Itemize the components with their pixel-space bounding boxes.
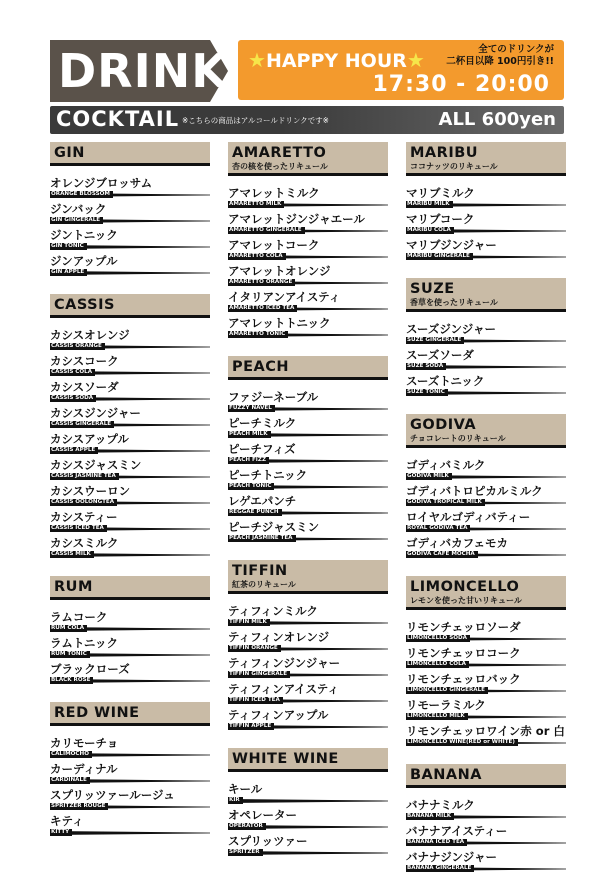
drink-name-en: KIR bbox=[228, 797, 243, 804]
category-name: LIMONCELLO bbox=[410, 579, 520, 595]
drink-item bbox=[50, 176, 210, 202]
category-header bbox=[406, 142, 566, 176]
drink-item bbox=[228, 708, 388, 734]
drink-name-jp: ティフィンジンジャー bbox=[228, 656, 341, 670]
drink-item bbox=[406, 824, 566, 850]
drink-name-jp: キティ bbox=[50, 814, 84, 828]
drink-name-jp: ロイヤルゴディバティー bbox=[406, 510, 531, 524]
drink-name-en: BANANA MILK bbox=[406, 813, 454, 820]
drink-name-en: PEACH TONIC bbox=[228, 483, 274, 490]
drink-name-jp: ティフィンアイスティ bbox=[228, 682, 339, 696]
drink-list bbox=[228, 390, 388, 546]
drink-name-en: ORANGE BLOSSOM bbox=[50, 191, 113, 198]
drink-name-jp: カリモーチョ bbox=[50, 736, 119, 750]
drink-name-en: AMARETTO ICED TEA bbox=[228, 305, 297, 312]
category-header bbox=[406, 414, 566, 448]
menu-section bbox=[406, 764, 566, 876]
drink-item bbox=[406, 348, 566, 374]
drink-name-jp: イタリアンアイスティ bbox=[228, 290, 341, 304]
category-name: WHITE WINE bbox=[232, 751, 339, 767]
drink-name-jp: アマレットコーク bbox=[228, 238, 320, 252]
drink-name-jp: スーズジンジャー bbox=[406, 322, 497, 336]
drink-name-jp: アマレットトニック bbox=[228, 316, 331, 330]
drink-name-jp: マリブコーク bbox=[406, 212, 475, 226]
drink-name-en: LIMONCELLO MILK bbox=[406, 713, 468, 720]
drink-name-en: AMARETTO TONIC bbox=[228, 331, 288, 338]
drink-item bbox=[50, 354, 210, 380]
drink-name-en: TIFFIN ICED TEA bbox=[228, 697, 283, 704]
drink-item bbox=[50, 788, 210, 814]
menu-section bbox=[50, 576, 210, 688]
drink-name-en: LIMONCELLO COLA bbox=[406, 661, 469, 668]
drink-name-en: GIN GINGERALE bbox=[50, 217, 103, 224]
drink-name-jp: キール bbox=[228, 782, 263, 796]
drink-name-en: CALIMOCHO bbox=[50, 751, 92, 758]
drink-item bbox=[406, 646, 566, 672]
drink-item bbox=[228, 520, 388, 546]
drink-name-en: BANANA ICED TEA bbox=[406, 839, 467, 846]
drink-name-jp: バナナジンジャー bbox=[406, 850, 497, 864]
drink-name-jp: スーズソーダ bbox=[406, 348, 474, 362]
menu-section bbox=[406, 576, 566, 750]
drink-name-jp: カシスオレンジ bbox=[50, 328, 130, 342]
drink-item bbox=[228, 238, 388, 264]
drink-name-jp: ジンバック bbox=[50, 202, 107, 216]
drink-name-en: SUZE TONIC bbox=[406, 389, 448, 396]
drink-name-jp: オレンジブロッサム bbox=[50, 176, 153, 190]
star-icon: ★ bbox=[406, 48, 425, 72]
drink-item bbox=[228, 290, 388, 316]
drink-item bbox=[406, 212, 566, 238]
drink-name-jp: カシスコーク bbox=[50, 354, 119, 368]
drink-name-en: GODIVA CAFE MOCHA bbox=[406, 551, 478, 558]
drink-list bbox=[406, 798, 566, 876]
drink-item bbox=[406, 510, 566, 536]
drink-item bbox=[50, 814, 210, 840]
drink-item bbox=[406, 458, 566, 484]
drink-name-jp: アマレットジンジャエール bbox=[228, 212, 365, 226]
drink-name-jp: ジンアップル bbox=[50, 254, 118, 268]
category-header bbox=[50, 142, 210, 166]
category-name: RUM bbox=[54, 579, 93, 595]
category-name: AMARETTO bbox=[232, 145, 327, 161]
category-subtitle: 紅茶のリキュール bbox=[232, 580, 296, 589]
drink-name-jp: ティフィンアップル bbox=[228, 708, 329, 722]
drink-item bbox=[228, 494, 388, 520]
drink-list bbox=[228, 186, 388, 342]
drink-name-jp: スプリッツァー bbox=[228, 834, 308, 848]
category-header bbox=[228, 356, 388, 380]
drink-item bbox=[406, 620, 566, 646]
drink-item bbox=[228, 604, 388, 630]
menu-column-2 bbox=[228, 142, 388, 874]
drink-name-jp: ブラックローズ bbox=[50, 662, 130, 676]
drink-name-en: TIFFIN MILK bbox=[228, 619, 270, 626]
drink-name-en: AMARETTO COLA bbox=[228, 253, 286, 260]
drink-name-en: GODIVA MILK bbox=[406, 473, 452, 480]
drink-item bbox=[228, 782, 388, 808]
drink-name-en: REGGAE PUNCH bbox=[228, 509, 282, 516]
drink-item bbox=[406, 672, 566, 698]
category-subtitle: チョコレートのリキュール bbox=[410, 434, 506, 443]
drink-name-en: KITTY bbox=[50, 829, 72, 836]
category-name: SUZE bbox=[410, 281, 455, 297]
drink-item bbox=[50, 254, 210, 280]
drink-name-jp: カシスジャスミン bbox=[50, 458, 142, 472]
category-header bbox=[228, 142, 388, 176]
drink-name-jp: リモーラミルク bbox=[406, 698, 486, 712]
drink-name-jp: リモンチェッロワイン赤 or 白 bbox=[406, 724, 565, 738]
drink-name-jp: ジントニック bbox=[50, 228, 118, 242]
drink-item bbox=[50, 610, 210, 636]
drink-item bbox=[50, 202, 210, 228]
drink-name-jp: ゴディバミルク bbox=[406, 458, 486, 472]
drink-name-jp: スプリッツァールージュ bbox=[50, 788, 175, 802]
drink-list bbox=[406, 458, 566, 562]
drink-name-en: TIFFIN ORANGE bbox=[228, 645, 281, 652]
drink-item bbox=[228, 630, 388, 656]
menu-section bbox=[228, 142, 388, 342]
drink-item bbox=[50, 484, 210, 510]
page-title: DRINK bbox=[58, 44, 228, 98]
drink-name-jp: オペレーター bbox=[228, 808, 297, 822]
drink-name-jp: ピーチジャスミン bbox=[228, 520, 320, 534]
drink-name-en: CASSIS APPLE bbox=[50, 447, 98, 454]
drink-name-jp: カシスアップル bbox=[50, 432, 129, 446]
drink-name-en: LIMONCELLO SODA bbox=[406, 635, 470, 642]
happy-hour-box bbox=[238, 40, 564, 100]
drink-item bbox=[228, 316, 388, 342]
drink-name-en: CASSIS ICED TEA bbox=[50, 525, 107, 532]
drink-name-en: GODIVA TROPICAL MILK bbox=[406, 499, 485, 506]
drink-name-jp: バナナミルク bbox=[406, 798, 475, 812]
drink-name-en: LIMONCELLO WINE(RED or WHITE) bbox=[406, 739, 518, 746]
drink-name-jp: アマレットオレンジ bbox=[228, 264, 331, 278]
drink-item bbox=[50, 432, 210, 458]
drink-item bbox=[228, 390, 388, 416]
category-subtitle: ココナッツのリキュール bbox=[410, 162, 498, 171]
drink-name-jp: リモンチェッロソーダ bbox=[406, 620, 521, 634]
drink-name-jp: ゴディバカフェモカ bbox=[406, 536, 509, 550]
drink-item bbox=[228, 186, 388, 212]
drink-name-en: ROYAL GODIVA TEA bbox=[406, 525, 470, 532]
drink-item bbox=[50, 536, 210, 562]
happy-hour-note-line1: 全てのドリンクが bbox=[478, 44, 554, 55]
category-header bbox=[50, 294, 210, 318]
drink-item bbox=[50, 406, 210, 432]
drink-list bbox=[50, 610, 210, 688]
drink-item bbox=[406, 322, 566, 348]
category-header bbox=[228, 560, 388, 594]
happy-hour-label: HAPPY HOUR bbox=[265, 50, 407, 72]
drink-name-jp: カシスミルク bbox=[50, 536, 119, 550]
drink-item bbox=[50, 228, 210, 254]
category-subtitle: レモンを使った甘いリキュール bbox=[410, 596, 522, 605]
drink-item bbox=[406, 698, 566, 724]
drink-name-en: PEACH MILK bbox=[228, 431, 271, 438]
drink-name-jp: バナナアイスティー bbox=[406, 824, 508, 838]
drink-item bbox=[50, 662, 210, 688]
drink-item bbox=[228, 212, 388, 238]
drink-name-en: SPRITZER ROUGE bbox=[50, 803, 108, 810]
drink-item bbox=[50, 762, 210, 788]
drink-list bbox=[50, 736, 210, 840]
drink-item bbox=[406, 484, 566, 510]
menu-section bbox=[406, 278, 566, 400]
drink-list bbox=[50, 176, 210, 280]
category-name: GIN bbox=[54, 145, 85, 161]
drink-name-jp: マリブジンジャー bbox=[406, 238, 497, 252]
drink-name-jp: ティフィンオレンジ bbox=[228, 630, 330, 644]
menu-section bbox=[50, 702, 210, 840]
drink-item bbox=[228, 656, 388, 682]
drink-name-en: LIMONCELLO GINGERALE bbox=[406, 687, 488, 694]
drink-name-en: GIN TONIC bbox=[50, 243, 87, 250]
drink-name-jp: ピーチトニック bbox=[228, 468, 308, 482]
drink-name-en: SUZE GINGERALE bbox=[406, 337, 464, 344]
drink-name-en: BANANA GINGERALE bbox=[406, 865, 474, 872]
category-header bbox=[406, 576, 566, 610]
drink-name-en: CASSIS MILK bbox=[50, 551, 94, 558]
menu-column-3 bbox=[406, 142, 566, 890]
drink-name-jp: リモンチェッロバック bbox=[406, 672, 521, 686]
drink-item bbox=[406, 238, 566, 264]
drink-name-en: CASSIS OOLONGTEA bbox=[50, 499, 117, 506]
drink-name-jp: カシスティー bbox=[50, 510, 118, 524]
drink-underline bbox=[50, 831, 210, 835]
drink-list bbox=[406, 322, 566, 400]
drink-name-en: BLACK ROSE bbox=[50, 677, 93, 684]
drink-list bbox=[228, 782, 388, 860]
happy-hour-badge bbox=[248, 48, 425, 72]
drink-name-en: SPRITZER bbox=[228, 849, 263, 856]
drink-name-en: CARDINALE bbox=[50, 777, 90, 784]
menu-section bbox=[406, 142, 566, 264]
category-header bbox=[228, 748, 388, 772]
cocktail-bar bbox=[50, 106, 564, 134]
drink-name-en: AMARETTO MILK bbox=[228, 201, 284, 208]
drink-name-en: TIFFIN GINGERALE bbox=[228, 671, 290, 678]
drink-item bbox=[228, 416, 388, 442]
drink-name-jp: アマレットミルク bbox=[228, 186, 320, 200]
drink-item bbox=[50, 636, 210, 662]
drink-name-en: CASSIS ORANGE bbox=[50, 343, 105, 350]
menu-section bbox=[228, 356, 388, 546]
category-name: CASSIS bbox=[54, 297, 115, 313]
menu-section bbox=[50, 142, 210, 280]
menu-section bbox=[50, 294, 210, 562]
drink-item bbox=[228, 808, 388, 834]
drink-name-en: PEACH FIZZ bbox=[228, 457, 269, 464]
cocktail-note: ※こちらの商品はアルコールドリンクです※ bbox=[182, 116, 329, 125]
happy-hour-time: 17:30 - 20:00 bbox=[372, 72, 550, 97]
category-name: BANANA bbox=[410, 767, 482, 783]
drink-name-en: RUM TONIC bbox=[50, 651, 90, 658]
drink-name-jp: レゲエパンチ bbox=[228, 494, 297, 508]
drink-name-jp: スーズトニック bbox=[406, 374, 485, 388]
drink-item bbox=[406, 850, 566, 876]
category-name: MARIBU bbox=[410, 145, 479, 161]
drink-name-en: TIFFIN APPLE bbox=[228, 723, 274, 730]
drink-name-jp: ピーチフィズ bbox=[228, 442, 296, 456]
happy-hour-note bbox=[414, 44, 554, 68]
category-header bbox=[406, 278, 566, 312]
drink-name-en: CASSIS SODA bbox=[50, 395, 96, 402]
menu-column-1 bbox=[50, 142, 210, 854]
drink-name-en: PEACH JASMINE TEA bbox=[228, 535, 296, 542]
drink-name-en: FUZZY NAVEL bbox=[228, 405, 275, 412]
drink-name-en: AMARETTO GINGERALE bbox=[228, 227, 305, 234]
drink-item bbox=[406, 374, 566, 400]
drink-name-en: AMARETTO ORANGE bbox=[228, 279, 295, 286]
drink-name-en: MARIBU MILK bbox=[406, 201, 453, 208]
drink-underline bbox=[228, 799, 388, 803]
drink-name-jp: ピーチミルク bbox=[228, 416, 297, 430]
drink-name-jp: ゴディバトロピカルミルク bbox=[406, 484, 543, 498]
drink-name-en: RUM COLA bbox=[50, 625, 87, 632]
category-name: TIFFIN bbox=[232, 563, 288, 579]
drink-list bbox=[406, 620, 566, 750]
drink-item bbox=[50, 736, 210, 762]
drink-name-jp: ラムコーク bbox=[50, 610, 108, 624]
drink-item bbox=[50, 510, 210, 536]
drink-item bbox=[406, 536, 566, 562]
drink-name-en: CASSIS COLA bbox=[50, 369, 95, 376]
cocktail-price: ALL 600yen bbox=[438, 109, 556, 130]
drink-item bbox=[228, 468, 388, 494]
drink-item bbox=[228, 264, 388, 290]
happy-hour-note-line2: 二杯目以降 100円引き!! bbox=[446, 56, 554, 67]
category-name: GODIVA bbox=[410, 417, 477, 433]
drink-name-en: SUZE SODA bbox=[406, 363, 446, 370]
drink-name-en: MARIBU COLA bbox=[406, 227, 454, 234]
drink-item bbox=[50, 458, 210, 484]
drink-name-en: OPERATOR bbox=[228, 823, 266, 830]
drink-name-jp: カシスジンジャー bbox=[50, 406, 141, 420]
drink-item bbox=[50, 328, 210, 354]
drink-item bbox=[406, 724, 566, 750]
drink-name-jp: カシスウーロン bbox=[50, 484, 131, 498]
drink-name-en: GIN APPLE bbox=[50, 269, 87, 276]
drink-name-jp: カシスソーダ bbox=[50, 380, 119, 394]
drink-list bbox=[228, 604, 388, 734]
menu-section bbox=[406, 414, 566, 562]
drink-item bbox=[228, 442, 388, 468]
drink-name-jp: マリブミルク bbox=[406, 186, 475, 200]
drink-name-jp: リモンチェッロコーク bbox=[406, 646, 521, 660]
category-header bbox=[406, 764, 566, 788]
drink-item bbox=[406, 798, 566, 824]
category-subtitle: 香草を使ったリキュール bbox=[410, 298, 498, 307]
category-name: PEACH bbox=[232, 359, 290, 375]
star-icon: ★ bbox=[248, 48, 266, 72]
menu-section bbox=[228, 748, 388, 860]
category-header bbox=[50, 576, 210, 600]
drink-name-jp: ラムトニック bbox=[50, 636, 118, 650]
drink-item bbox=[228, 834, 388, 860]
category-subtitle: 杏の核を使ったリキュール bbox=[232, 162, 328, 171]
drink-item bbox=[406, 186, 566, 212]
category-header bbox=[50, 702, 210, 726]
drink-title-banner bbox=[50, 40, 228, 102]
drink-name-jp: カーディナル bbox=[50, 762, 118, 776]
drink-item bbox=[50, 380, 210, 406]
drink-name-jp: ファジーネーブル bbox=[228, 390, 319, 404]
category-name: RED WINE bbox=[54, 705, 140, 721]
drink-name-en: MARIBU GINGERALE bbox=[406, 253, 473, 260]
drink-name-en: CASSIS JASMINE TEA bbox=[50, 473, 119, 480]
cocktail-title: COCKTAIL bbox=[56, 107, 180, 131]
drink-name-jp: ティフィンミルク bbox=[228, 604, 318, 618]
drink-item bbox=[228, 682, 388, 708]
drink-list bbox=[406, 186, 566, 264]
drink-list bbox=[50, 328, 210, 562]
menu-section bbox=[228, 560, 388, 734]
drink-name-en: CASSIS GINGERALE bbox=[50, 421, 114, 428]
